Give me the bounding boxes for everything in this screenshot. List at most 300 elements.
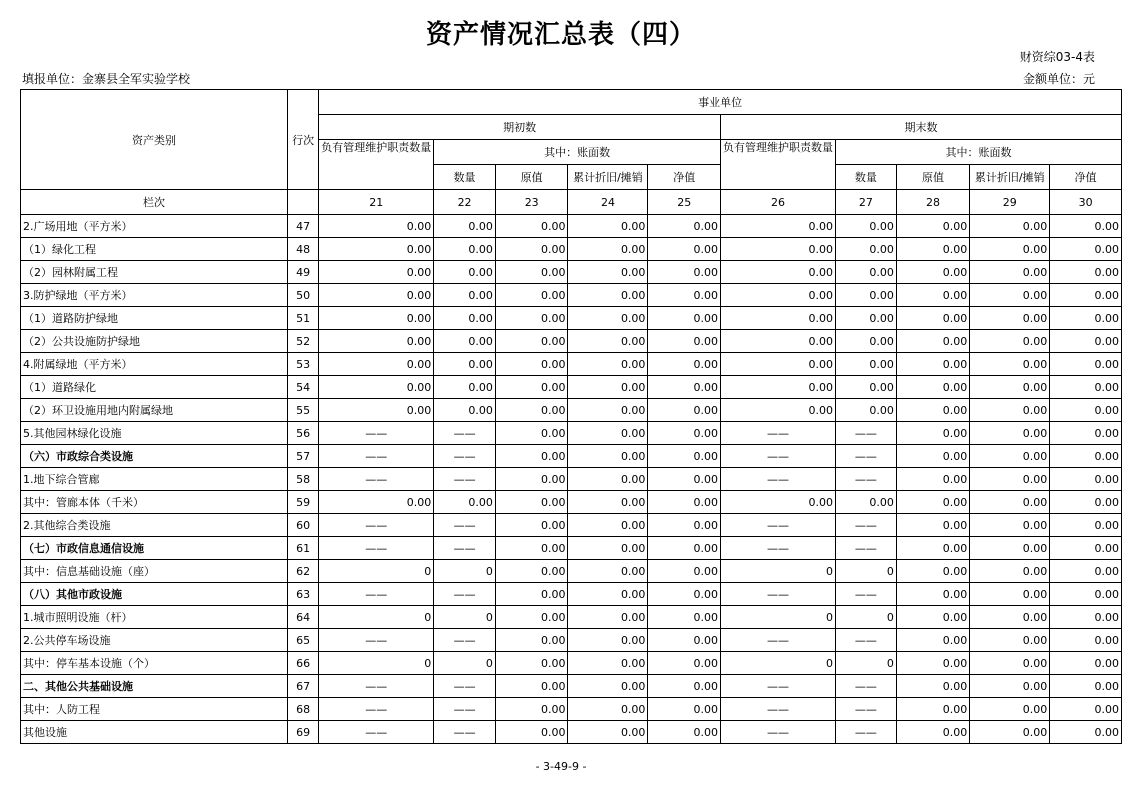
- row-number: 65: [288, 629, 319, 652]
- value-cell: 0.00: [1050, 353, 1122, 376]
- value-cell: 0.00: [648, 284, 721, 307]
- value-cell: 0.00: [568, 261, 648, 284]
- value-cell: 0.00: [568, 721, 648, 744]
- value-cell: 0.00: [648, 353, 721, 376]
- table-row: [21, 629, 1122, 652]
- value-cell: 0.00: [648, 422, 721, 445]
- value-cell: 0.00: [836, 491, 897, 514]
- header-period-start: 期初数: [319, 115, 721, 140]
- value-cell: 0.00: [495, 606, 568, 629]
- value-cell: 0.00: [970, 445, 1050, 468]
- value-cell: 0.00: [970, 652, 1050, 675]
- value-cell: 0.00: [495, 238, 568, 261]
- value-cell: 0.00: [896, 376, 969, 399]
- value-cell: 0.00: [896, 652, 969, 675]
- value-cell: 0.00: [970, 468, 1050, 491]
- value-cell: ——: [319, 468, 434, 491]
- row-label: 4.附属绿地（平方米）: [21, 353, 288, 376]
- value-cell: 0.00: [434, 215, 496, 238]
- value-cell: 0.00: [836, 215, 897, 238]
- value-cell: 0.00: [1050, 307, 1122, 330]
- value-cell: 0.00: [896, 238, 969, 261]
- value-cell: ——: [721, 721, 836, 744]
- value-cell: ——: [836, 675, 897, 698]
- value-cell: 0.00: [648, 330, 721, 353]
- row-number: 64: [288, 606, 319, 629]
- value-cell: 0.00: [836, 399, 897, 422]
- row-label: 其中：人防工程: [21, 698, 288, 721]
- header-depreciation: 累计折旧/摊销: [970, 165, 1050, 190]
- value-cell: 0.00: [495, 491, 568, 514]
- value-cell: 0.00: [1050, 238, 1122, 261]
- value-cell: 0.00: [495, 698, 568, 721]
- row-number: 47: [288, 215, 319, 238]
- value-cell: ——: [836, 468, 897, 491]
- table-row: [21, 215, 1122, 238]
- value-cell: ——: [434, 468, 496, 491]
- value-cell: 0: [836, 560, 897, 583]
- value-cell: 0.00: [568, 514, 648, 537]
- value-cell: 0.00: [836, 330, 897, 353]
- row-number: 66: [288, 652, 319, 675]
- header-responsible-qty-start: 负有管理维护职责数量: [319, 140, 434, 190]
- table-row: [21, 353, 1122, 376]
- row-number: 57: [288, 445, 319, 468]
- value-cell: 0.00: [648, 376, 721, 399]
- value-cell: 0.00: [568, 468, 648, 491]
- table-row: [21, 652, 1122, 675]
- value-cell: 0.00: [970, 721, 1050, 744]
- value-cell: 0.00: [495, 284, 568, 307]
- value-cell: 0.00: [648, 675, 721, 698]
- value-cell: 0.00: [1050, 399, 1122, 422]
- value-cell: 0: [434, 560, 496, 583]
- value-cell: 0.00: [568, 491, 648, 514]
- value-cell: 0.00: [495, 629, 568, 652]
- row-number: 51: [288, 307, 319, 330]
- value-cell: 0.00: [495, 652, 568, 675]
- value-cell: 0.00: [495, 721, 568, 744]
- value-cell: ——: [434, 721, 496, 744]
- col-number: 23: [495, 190, 568, 215]
- value-cell: ——: [721, 468, 836, 491]
- value-cell: 0.00: [648, 261, 721, 284]
- row-label: （七）市政信息通信设施: [21, 537, 288, 560]
- row-number: 67: [288, 675, 319, 698]
- value-cell: 0.00: [495, 422, 568, 445]
- value-cell: 0.00: [319, 261, 434, 284]
- header-period-end: 期末数: [721, 115, 1122, 140]
- value-cell: 0.00: [568, 422, 648, 445]
- row-label: 3.防护绿地（平方米）: [21, 284, 288, 307]
- table-row: [21, 261, 1122, 284]
- row-label: 其中：管廊本体（千米）: [21, 491, 288, 514]
- table-row: [21, 537, 1122, 560]
- col-number: 22: [434, 190, 496, 215]
- value-cell: ——: [434, 537, 496, 560]
- header-institution: 事业单位: [319, 90, 1122, 115]
- row-label: （1）道路防护绿地: [21, 307, 288, 330]
- table-row: [21, 675, 1122, 698]
- value-cell: ——: [319, 583, 434, 606]
- value-cell: ——: [836, 698, 897, 721]
- value-cell: ——: [434, 514, 496, 537]
- header-net-value: 净值: [648, 165, 721, 190]
- value-cell: ——: [319, 514, 434, 537]
- value-cell: 0.00: [648, 698, 721, 721]
- row-number: 59: [288, 491, 319, 514]
- value-cell: 0.00: [970, 399, 1050, 422]
- value-cell: 0: [721, 652, 836, 675]
- amount-unit: 金额单位：元: [1022, 72, 1095, 86]
- page-number: - 3-49-9 -: [535, 760, 587, 773]
- col-number: 29: [970, 190, 1050, 215]
- value-cell: 0.00: [1050, 422, 1122, 445]
- row-number: 53: [288, 353, 319, 376]
- value-cell: 0.00: [568, 606, 648, 629]
- value-cell: 0.00: [1050, 606, 1122, 629]
- value-cell: ——: [721, 675, 836, 698]
- value-cell: 0.00: [896, 445, 969, 468]
- value-cell: 0.00: [1050, 652, 1122, 675]
- value-cell: 0: [434, 606, 496, 629]
- value-cell: ——: [319, 445, 434, 468]
- value-cell: 0.00: [568, 307, 648, 330]
- value-cell: 0.00: [721, 376, 836, 399]
- row-number: 63: [288, 583, 319, 606]
- table-row: [21, 721, 1122, 744]
- value-cell: 0.00: [568, 629, 648, 652]
- value-cell: ——: [836, 629, 897, 652]
- value-cell: 0: [721, 606, 836, 629]
- value-cell: 0.00: [1050, 330, 1122, 353]
- value-cell: ——: [319, 698, 434, 721]
- col-number: 21: [319, 190, 434, 215]
- value-cell: 0.00: [896, 721, 969, 744]
- value-cell: 0.00: [896, 261, 969, 284]
- value-cell: 0.00: [495, 468, 568, 491]
- value-cell: 0.00: [721, 215, 836, 238]
- page-title: 资产情况汇总表（四）: [425, 20, 696, 50]
- value-cell: 0.00: [319, 353, 434, 376]
- col-number: 25: [648, 190, 721, 215]
- value-cell: 0.00: [896, 583, 969, 606]
- value-cell: 0.00: [495, 514, 568, 537]
- value-cell: 0.00: [434, 353, 496, 376]
- table-row: [21, 491, 1122, 514]
- value-cell: 0.00: [495, 215, 568, 238]
- value-cell: 0.00: [495, 675, 568, 698]
- value-cell: 0.00: [434, 261, 496, 284]
- value-cell: ——: [434, 422, 496, 445]
- value-cell: 0.00: [1050, 491, 1122, 514]
- value-cell: 0.00: [970, 330, 1050, 353]
- value-cell: 0: [836, 606, 897, 629]
- value-cell: 0.00: [1050, 721, 1122, 744]
- header-column-order-blank: [288, 190, 319, 215]
- value-cell: 0.00: [970, 353, 1050, 376]
- value-cell: ——: [836, 537, 897, 560]
- value-cell: 0.00: [319, 238, 434, 261]
- value-cell: 0.00: [896, 560, 969, 583]
- fill-unit: 填报单位：金寨县全军实验学校: [22, 72, 191, 86]
- row-label: 其中：停车基本设施（个）: [21, 652, 288, 675]
- table-row: [21, 514, 1122, 537]
- value-cell: 0.00: [1050, 468, 1122, 491]
- row-label: （1）绿化工程: [21, 238, 288, 261]
- row-number: 62: [288, 560, 319, 583]
- value-cell: 0.00: [1050, 445, 1122, 468]
- value-cell: 0.00: [1050, 698, 1122, 721]
- value-cell: 0.00: [896, 491, 969, 514]
- value-cell: 0.00: [319, 307, 434, 330]
- row-label: （2）环卫设施用地内附属绿地: [21, 399, 288, 422]
- row-label: 2.其他综合类设施: [21, 514, 288, 537]
- row-number: 56: [288, 422, 319, 445]
- row-label: 1.地下综合管廊: [21, 468, 288, 491]
- row-label: （六）市政综合类设施: [21, 445, 288, 468]
- col-number: 28: [896, 190, 969, 215]
- value-cell: ——: [836, 721, 897, 744]
- row-label: 其他设施: [21, 721, 288, 744]
- value-cell: 0.00: [970, 261, 1050, 284]
- value-cell: 0.00: [970, 606, 1050, 629]
- value-cell: 0.00: [648, 583, 721, 606]
- header-responsible-qty-end: 负有管理维护职责数量: [721, 140, 836, 190]
- value-cell: 0.00: [648, 652, 721, 675]
- value-cell: 0.00: [1050, 376, 1122, 399]
- value-cell: 0.00: [896, 399, 969, 422]
- value-cell: 0.00: [648, 215, 721, 238]
- value-cell: 0.00: [568, 399, 648, 422]
- value-cell: ——: [434, 675, 496, 698]
- value-cell: ——: [721, 445, 836, 468]
- col-number: 27: [836, 190, 897, 215]
- value-cell: 0.00: [648, 468, 721, 491]
- value-cell: ——: [836, 514, 897, 537]
- col-number: 30: [1050, 190, 1122, 215]
- header-net-value: 净值: [1050, 165, 1122, 190]
- value-cell: 0.00: [434, 399, 496, 422]
- value-cell: 0.00: [319, 330, 434, 353]
- value-cell: 0.00: [648, 629, 721, 652]
- value-cell: 0.00: [896, 284, 969, 307]
- table-row: [21, 284, 1122, 307]
- row-number: 69: [288, 721, 319, 744]
- value-cell: 0.00: [721, 399, 836, 422]
- value-cell: 0.00: [495, 537, 568, 560]
- value-cell: 0.00: [896, 537, 969, 560]
- value-cell: 0.00: [896, 353, 969, 376]
- value-cell: 0: [721, 560, 836, 583]
- row-label: 其中：信息基础设施（座）: [21, 560, 288, 583]
- value-cell: ——: [836, 445, 897, 468]
- row-number: 50: [288, 284, 319, 307]
- table-body: [21, 215, 1122, 744]
- table-row: [21, 583, 1122, 606]
- value-cell: 0: [319, 652, 434, 675]
- value-cell: 0: [319, 606, 434, 629]
- value-cell: ——: [319, 537, 434, 560]
- value-cell: 0.00: [319, 376, 434, 399]
- value-cell: 0.00: [970, 215, 1050, 238]
- value-cell: 0.00: [896, 675, 969, 698]
- value-cell: 0.00: [495, 445, 568, 468]
- value-cell: 0.00: [568, 284, 648, 307]
- row-label: （八）其他市政设施: [21, 583, 288, 606]
- value-cell: 0.00: [970, 238, 1050, 261]
- value-cell: 0.00: [319, 399, 434, 422]
- value-cell: 0.00: [648, 491, 721, 514]
- header-asset-category: 资产类别: [21, 90, 288, 190]
- header-column-order: 栏次: [21, 190, 288, 215]
- value-cell: 0.00: [896, 629, 969, 652]
- header-depreciation: 累计折旧/摊销: [568, 165, 648, 190]
- value-cell: 0.00: [648, 537, 721, 560]
- value-cell: ——: [836, 583, 897, 606]
- value-cell: 0.00: [568, 583, 648, 606]
- value-cell: 0.00: [896, 330, 969, 353]
- value-cell: 0.00: [495, 330, 568, 353]
- value-cell: 0.00: [970, 376, 1050, 399]
- value-cell: ——: [319, 675, 434, 698]
- value-cell: 0.00: [648, 307, 721, 330]
- value-cell: 0.00: [568, 652, 648, 675]
- value-cell: 0: [434, 652, 496, 675]
- value-cell: 0.00: [434, 376, 496, 399]
- table-row: [21, 238, 1122, 261]
- table-row: [21, 560, 1122, 583]
- value-cell: 0.00: [1050, 537, 1122, 560]
- value-cell: 0.00: [721, 261, 836, 284]
- value-cell: 0.00: [648, 238, 721, 261]
- value-cell: 0.00: [495, 353, 568, 376]
- value-cell: 0.00: [721, 353, 836, 376]
- value-cell: 0.00: [970, 675, 1050, 698]
- value-cell: 0.00: [568, 445, 648, 468]
- value-cell: ——: [721, 422, 836, 445]
- value-cell: 0.00: [568, 698, 648, 721]
- value-cell: ——: [721, 537, 836, 560]
- value-cell: 0.00: [1050, 261, 1122, 284]
- asset-summary-table: [20, 89, 1122, 744]
- row-number: 55: [288, 399, 319, 422]
- table-row: [21, 698, 1122, 721]
- value-cell: 0.00: [836, 376, 897, 399]
- value-cell: 0.00: [319, 491, 434, 514]
- value-cell: 0.00: [1050, 284, 1122, 307]
- value-cell: ——: [721, 583, 836, 606]
- row-number: 49: [288, 261, 319, 284]
- value-cell: 0.00: [836, 353, 897, 376]
- value-cell: 0.00: [568, 537, 648, 560]
- value-cell: 0.00: [648, 721, 721, 744]
- value-cell: 0.00: [970, 560, 1050, 583]
- value-cell: 0.00: [495, 376, 568, 399]
- value-cell: ——: [319, 629, 434, 652]
- value-cell: 0.00: [970, 284, 1050, 307]
- value-cell: 0.00: [648, 514, 721, 537]
- value-cell: 0.00: [970, 537, 1050, 560]
- value-cell: ——: [434, 698, 496, 721]
- value-cell: 0.00: [495, 560, 568, 583]
- value-cell: 0.00: [836, 238, 897, 261]
- row-number: 52: [288, 330, 319, 353]
- value-cell: 0.00: [896, 307, 969, 330]
- value-cell: 0.00: [568, 353, 648, 376]
- value-cell: 0.00: [568, 376, 648, 399]
- row-number: 58: [288, 468, 319, 491]
- row-label: 1.城市照明设施（杆）: [21, 606, 288, 629]
- header-original-value: 原值: [896, 165, 969, 190]
- header-of-which-book-start: 其中：账面数: [434, 140, 721, 165]
- value-cell: 0.00: [970, 491, 1050, 514]
- value-cell: 0.00: [970, 307, 1050, 330]
- value-cell: 0.00: [434, 238, 496, 261]
- row-label: 2.公共停车场设施: [21, 629, 288, 652]
- value-cell: 0.00: [568, 330, 648, 353]
- value-cell: ——: [434, 445, 496, 468]
- table-row: [21, 606, 1122, 629]
- value-cell: 0.00: [970, 514, 1050, 537]
- table-row: [21, 445, 1122, 468]
- value-cell: 0.00: [721, 238, 836, 261]
- table-row: [21, 376, 1122, 399]
- value-cell: 0.00: [648, 560, 721, 583]
- value-cell: 0.00: [568, 560, 648, 583]
- value-cell: ——: [434, 583, 496, 606]
- value-cell: ——: [721, 629, 836, 652]
- value-cell: 0.00: [896, 422, 969, 445]
- value-cell: 0.00: [970, 583, 1050, 606]
- value-cell: ——: [434, 629, 496, 652]
- value-cell: 0.00: [568, 215, 648, 238]
- row-label: （2）公共设施防护绿地: [21, 330, 288, 353]
- value-cell: 0.00: [495, 307, 568, 330]
- row-number: 61: [288, 537, 319, 560]
- value-cell: ——: [721, 698, 836, 721]
- col-number: 26: [721, 190, 836, 215]
- header-of-which-book-end: 其中：账面数: [836, 140, 1122, 165]
- value-cell: 0.00: [721, 307, 836, 330]
- table-row: [21, 468, 1122, 491]
- table-row: [21, 399, 1122, 422]
- value-cell: 0.00: [970, 629, 1050, 652]
- value-cell: 0.00: [319, 284, 434, 307]
- col-number: 24: [568, 190, 648, 215]
- row-label: 2.广场用地（平方米）: [21, 215, 288, 238]
- value-cell: 0.00: [721, 330, 836, 353]
- row-label: 二、其他公共基础设施: [21, 675, 288, 698]
- value-cell: 0.00: [1050, 215, 1122, 238]
- row-number: 60: [288, 514, 319, 537]
- value-cell: 0.00: [896, 215, 969, 238]
- row-label: （2）园林附属工程: [21, 261, 288, 284]
- value-cell: 0.00: [1050, 560, 1122, 583]
- row-number: 68: [288, 698, 319, 721]
- value-cell: 0.00: [896, 606, 969, 629]
- value-cell: 0.00: [648, 399, 721, 422]
- value-cell: 0.00: [434, 284, 496, 307]
- value-cell: 0.00: [568, 675, 648, 698]
- header-original-value: 原值: [495, 165, 568, 190]
- header-quantity: 数量: [836, 165, 897, 190]
- table-row: [21, 330, 1122, 353]
- header-quantity: 数量: [434, 165, 496, 190]
- value-cell: 0.00: [836, 307, 897, 330]
- value-cell: 0.00: [434, 307, 496, 330]
- value-cell: 0.00: [648, 606, 721, 629]
